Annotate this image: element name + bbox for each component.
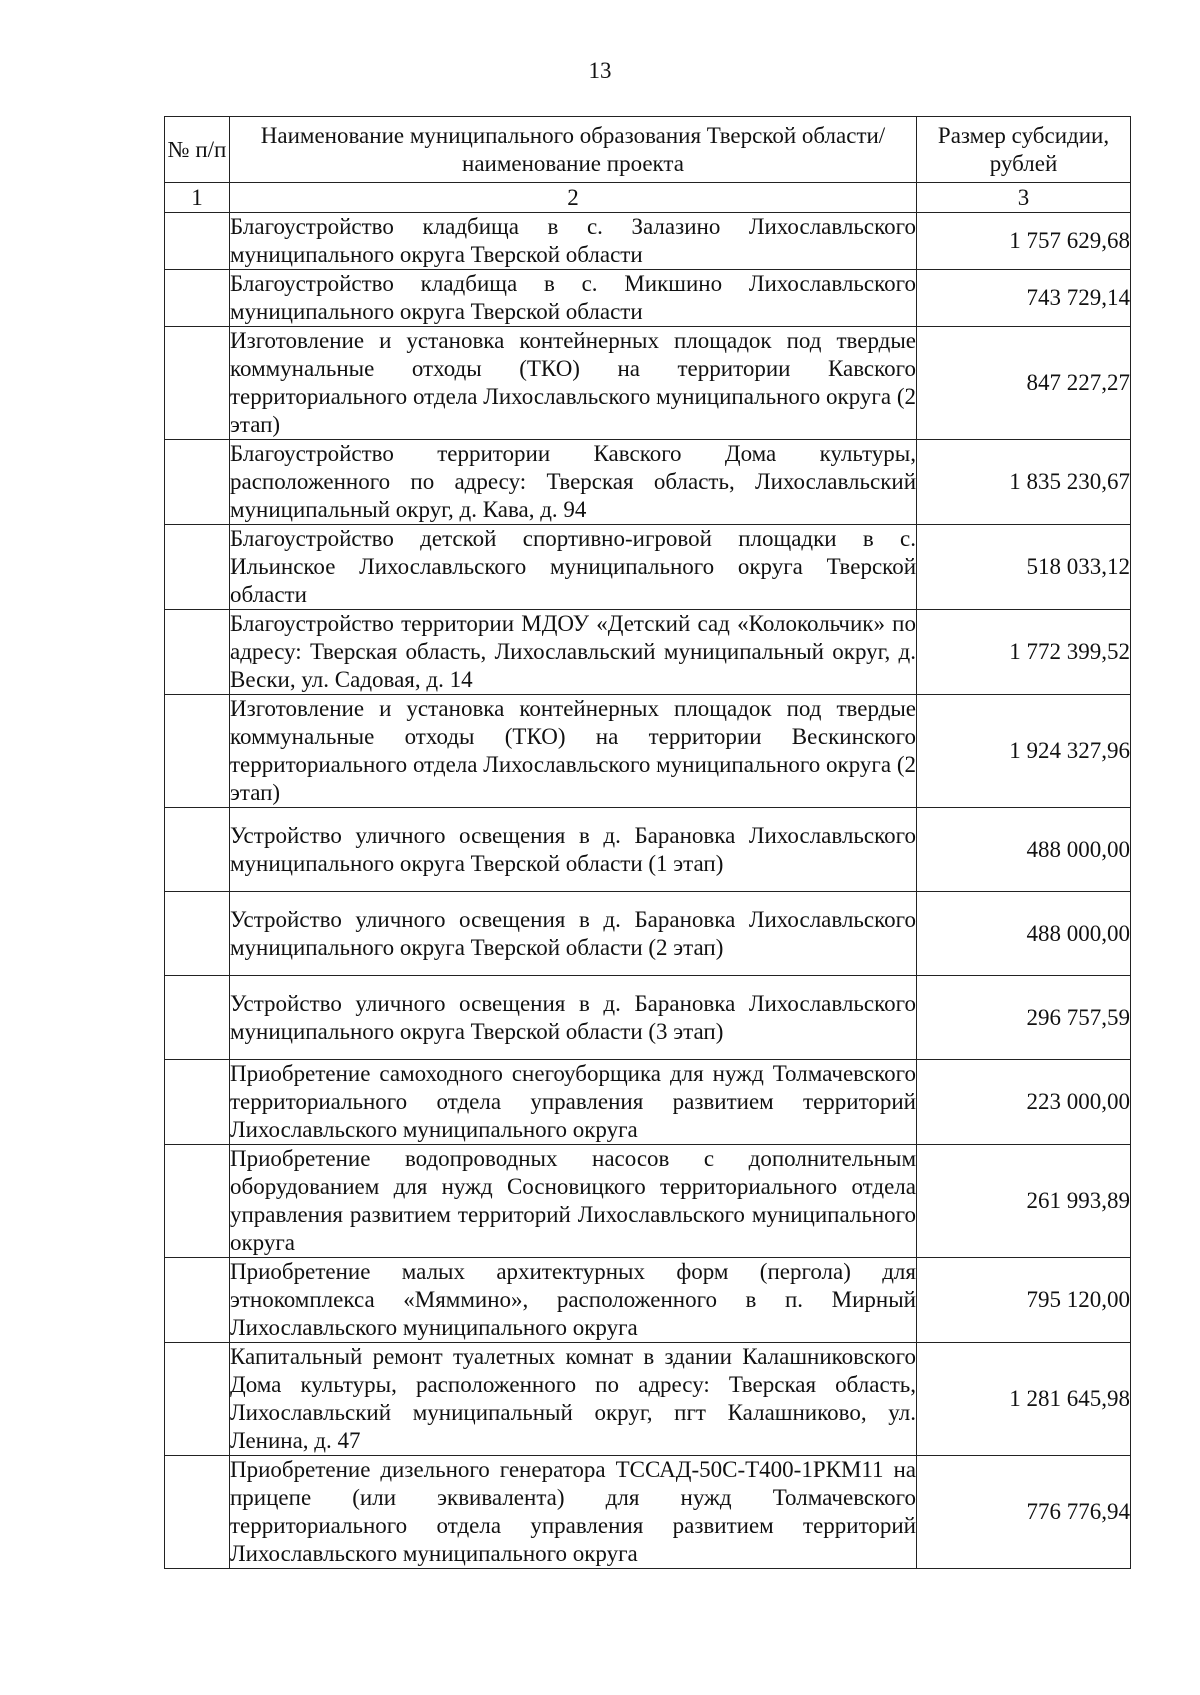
subsidy-amount: 743 729,14 (917, 270, 1131, 327)
subsidy-amount: 1 281 645,98 (917, 1343, 1131, 1456)
project-name-text: Приобретение малых архитектурных форм (пергола) для этнокомплекса «Мяммино», расположенного в п. Мирный Лихославльского муниципального округа (230, 1259, 916, 1340)
subsidy-amount: 847 227,27 (917, 327, 1131, 440)
column-number-1: 1 (165, 183, 230, 213)
project-name (230, 610, 917, 695)
project-name (230, 440, 917, 525)
row-number (165, 525, 230, 610)
subsidy-amount: 488 000,00 (917, 892, 1131, 976)
subsidy-amount: 223 000,00 (917, 1060, 1131, 1145)
header-amount: Размер субсидии, рублей (917, 117, 1131, 183)
table-row (165, 1343, 1131, 1456)
page-number: 13 (588, 58, 612, 83)
row-number (165, 1258, 230, 1343)
table-row (165, 525, 1131, 610)
project-name-text: Приобретение дизельного генератора ТССАД-50С-Т400-1РКМ11 на прицепе (или эквивалента) для нужд Толмачевского территориального отдела управления развитием территорий Лихославльского муниципального округа (230, 1457, 916, 1566)
table-row (165, 976, 1131, 1060)
table-row (165, 808, 1131, 892)
table-row (165, 327, 1131, 440)
table-row (165, 1456, 1131, 1569)
table-header-row (165, 117, 1131, 183)
project-name-text: Благоустройство территории МДОУ «Детский сад «Колокольчик» по адресу: Тверская область, Лихославльский муниципальный округ, д. Вески, ул. Садовая, д. 14 (230, 611, 916, 692)
project-name-text: Устройство уличного освещения в д. Барановка Лихославльского муниципального округа Тверской области (3 этап) (230, 990, 916, 1044)
subsidy-amount: 518 033,12 (917, 525, 1131, 610)
row-number (165, 976, 230, 1060)
row-number (165, 1343, 230, 1456)
header-num: № п/п (165, 117, 230, 183)
row-number (165, 1456, 230, 1569)
subsidy-amount: 795 120,00 (917, 1258, 1131, 1343)
project-name-text: Благоустройство детской спортивно-игровой площадки в с. Ильинское Лихославльского муниципального округа Тверской области (230, 526, 916, 607)
project-name-text: Капитальный ремонт туалетных комнат в здании Калашниковского Дома культуры, расположенного по адресу: Тверская область, Лихославльский муниципальный округ, пгт Калашниково, ул. Ленина, д. 47 (230, 1344, 916, 1453)
project-name-text: Изготовление и установка контейнерных площадок под твердые коммунальные отходы (ТКО) на территории Вескинского территориального отдела Лихославльского муниципального округа (2 этап) (230, 696, 916, 805)
table-row (165, 213, 1131, 270)
project-name-text: Приобретение водопроводных насосов с дополнительным оборудованием для нужд Сосновицкого территориального отдела управления развитием территорий Лихославльского муниципального округа (230, 1146, 916, 1255)
column-number-3: 3 (917, 183, 1131, 213)
subsidy-amount: 1 772 399,52 (917, 610, 1131, 695)
project-name (230, 327, 917, 440)
project-name (230, 1456, 917, 1569)
project-name (230, 976, 917, 1060)
table-row (165, 440, 1131, 525)
project-name-text: Приобретение самоходного снегоуборщика для нужд Толмачевского территориального отдела управления развитием территорий Лихославльского муниципального округа (230, 1061, 916, 1142)
table-row (165, 892, 1131, 976)
project-name (230, 1060, 917, 1145)
row-number (165, 1060, 230, 1145)
project-name (230, 1258, 917, 1343)
subsidy-amount: 1 924 327,96 (917, 695, 1131, 808)
project-name (230, 695, 917, 808)
table-body (165, 213, 1131, 1569)
row-number (165, 695, 230, 808)
row-number (165, 610, 230, 695)
project-name (230, 892, 917, 976)
project-name (230, 525, 917, 610)
project-name-text: Изготовление и установка контейнерных площадок под твердые коммунальные отходы (ТКО) на территории Кавского территориального отдела Лихославльского муниципального округа (2 этап) (230, 328, 916, 437)
subsidy-table (164, 116, 1131, 1569)
table-row (165, 270, 1131, 327)
subsidy-amount: 488 000,00 (917, 808, 1131, 892)
project-name-text: Устройство уличного освещения в д. Барановка Лихославльского муниципального округа Тверской области (1 этап) (230, 822, 916, 876)
row-number (165, 270, 230, 327)
table-row (165, 1060, 1131, 1145)
column-number-row (165, 183, 1131, 213)
project-name (230, 270, 917, 327)
table-row (165, 1258, 1131, 1343)
row-number (165, 327, 230, 440)
project-name (230, 808, 917, 892)
table-row (165, 1145, 1131, 1258)
project-name (230, 1343, 917, 1456)
row-number (165, 1145, 230, 1258)
row-number (165, 808, 230, 892)
project-name-text: Благоустройство территории Кавского Дома культуры, расположенного по адресу: Тверская область, Лихославльский муниципальный округ, д. Кава, д. 94 (230, 441, 916, 522)
project-name (230, 213, 917, 270)
row-number (165, 440, 230, 525)
row-number (165, 892, 230, 976)
header-name: Наименование муниципального образования Тверской области/наименование проекта (230, 117, 917, 183)
subsidy-amount: 261 993,89 (917, 1145, 1131, 1258)
column-number-2: 2 (230, 183, 917, 213)
table-row (165, 610, 1131, 695)
project-name (230, 1145, 917, 1258)
subsidy-amount: 1 757 629,68 (917, 213, 1131, 270)
project-name-text: Благоустройство кладбища в с. Микшино Лихославльского муниципального округа Тверской области (230, 271, 916, 324)
row-number (165, 213, 230, 270)
subsidy-amount: 296 757,59 (917, 976, 1131, 1060)
table-row (165, 695, 1131, 808)
subsidy-amount: 1 835 230,67 (917, 440, 1131, 525)
subsidy-amount: 776 776,94 (917, 1456, 1131, 1569)
project-name-text: Благоустройство кладбища в с. Залазино Лихославльского муниципального округа Тверской области (230, 214, 916, 267)
project-name-text: Устройство уличного освещения в д. Барановка Лихославльского муниципального округа Тверской области (2 этап) (230, 906, 916, 960)
